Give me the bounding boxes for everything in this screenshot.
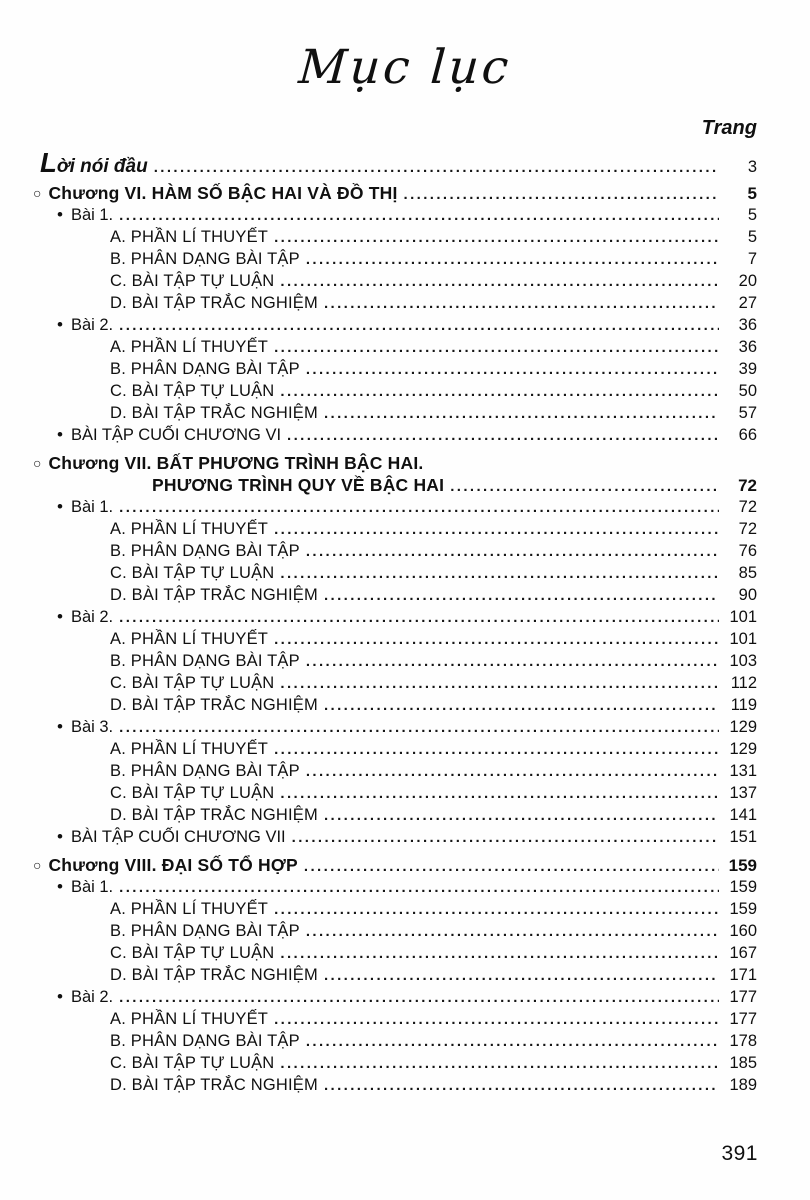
toc-entry-label: A. PHẦN LÍ THUYẾT: [110, 739, 269, 758]
toc-entry-page: 129: [729, 739, 757, 758]
toc-entry-page: 50: [738, 381, 757, 400]
toc-entry-label: D. BÀI TẬP TRẮC NGHIỆM: [110, 695, 318, 714]
toc-entry: [0, 782, 757, 804]
toc-entry-page: 85: [738, 563, 757, 582]
toc-entry-page: 101: [729, 607, 757, 626]
dot-leader: [280, 381, 719, 403]
dot-leader: [119, 315, 719, 337]
toc-entry-page: 5: [747, 227, 757, 246]
dot-leader: [274, 519, 719, 541]
dot-bullet-icon: •: [57, 496, 63, 516]
toc-entry-label: Chương VII. BẤT PHƯƠNG TRÌNH BẬC HAI.: [48, 452, 424, 473]
dot-leader: [280, 271, 719, 293]
toc-entry: [0, 402, 757, 424]
toc-entry: [0, 986, 757, 1008]
toc-entry: [0, 146, 757, 178]
dot-leader: [304, 856, 719, 878]
toc-entry-page: 103: [729, 651, 757, 670]
dot-bullet-icon: •: [57, 606, 63, 626]
toc-entry-page: 151: [729, 827, 757, 846]
toc-entry: [0, 182, 757, 204]
dot-leader: [274, 899, 719, 921]
dot-bullet-icon: •: [57, 314, 63, 334]
toc-entry-page: 36: [738, 337, 757, 356]
toc-entry: [0, 270, 757, 292]
toc-entry-label: Bài 3.: [70, 717, 114, 736]
toc-entry-page: 189: [729, 1075, 757, 1094]
toc-entry-label: A. PHẦN LÍ THUYẾT: [110, 337, 269, 356]
toc-entry: [0, 540, 757, 562]
dot-leader: [324, 805, 719, 827]
toc-entry: [0, 920, 757, 942]
toc-list: [0, 146, 810, 1096]
dot-leader: [280, 1053, 719, 1075]
toc-entry-page: 112: [730, 673, 757, 692]
toc-entry-label: Bài 1.: [70, 877, 114, 896]
dot-leader: [287, 425, 719, 447]
page-title: Mục lục: [296, 40, 514, 95]
toc-entry: [0, 898, 757, 920]
dot-leader: [324, 585, 719, 607]
dot-leader: [280, 783, 719, 805]
dot-leader: [324, 695, 719, 717]
toc-entry-page: 36: [738, 315, 757, 334]
toc-entry-page: 159: [728, 855, 757, 875]
toc-entry-label: A. PHẦN LÍ THUYẾT: [110, 519, 269, 538]
toc-entry-label: Lời nói đầu: [40, 146, 148, 178]
dot-bullet-icon: •: [57, 716, 63, 736]
toc-entry-label: C. BÀI TẬP TỰ LUẬN: [110, 563, 275, 582]
toc-entry-page: 159: [729, 899, 757, 918]
dot-bullet-icon: •: [57, 424, 63, 444]
dot-leader: [274, 739, 719, 761]
toc-entry-label: D. BÀI TẬP TRẮC NGHIỆM: [110, 293, 318, 312]
toc-entry-page: 76: [738, 541, 757, 560]
dot-leader: [280, 943, 719, 965]
toc-entry: [0, 826, 757, 848]
footer-page-number: 391: [721, 1142, 758, 1165]
circle-bullet-icon: ○: [33, 454, 42, 471]
toc-entry-label: D. BÀI TẬP TRẮC NGHIỆM: [110, 585, 318, 604]
toc-entry: [0, 474, 757, 496]
dot-leader: [306, 249, 719, 271]
dot-leader: [119, 607, 719, 629]
toc-entry-label: D. BÀI TẬP TRẮC NGHIỆM: [110, 965, 318, 984]
toc-entry: [0, 584, 757, 606]
toc-entry-label: Bài 2.: [70, 607, 114, 626]
toc-entry: [0, 518, 757, 540]
toc-entry-page: 141: [729, 805, 757, 824]
toc-entry-label: PHƯƠNG TRÌNH QUY VỀ BẬC HAI: [152, 474, 445, 495]
dot-leader: [306, 921, 719, 943]
dot-leader: [274, 337, 719, 359]
toc-entry-label: C. BÀI TẬP TỰ LUẬN: [110, 943, 275, 962]
toc-entry: [0, 694, 757, 716]
dot-leader: [450, 476, 719, 498]
toc-entry-label: C. BÀI TẬP TỰ LUẬN: [110, 783, 275, 802]
toc-entry: [0, 1008, 757, 1030]
toc-entry-label: A. PHẦN LÍ THUYẾT: [110, 1009, 269, 1028]
toc-entry-page: 57: [738, 403, 757, 422]
toc-entry-label: C. BÀI TẬP TỰ LUẬN: [110, 673, 275, 692]
dot-leader: [274, 1009, 719, 1031]
dot-leader: [324, 965, 719, 987]
page-column-header: Trang: [701, 116, 757, 139]
dot-bullet-icon: •: [57, 204, 63, 224]
dot-leader: [306, 359, 719, 381]
toc-entry: [0, 204, 757, 226]
toc-entry-page: 5: [747, 183, 757, 203]
toc-entry-label: D. BÀI TẬP TRẮC NGHIỆM: [110, 403, 318, 422]
dot-leader: [280, 563, 719, 585]
toc-entry: [0, 1030, 757, 1052]
toc-entry-label: B. PHÂN DẠNG BÀI TẬP: [110, 541, 300, 560]
toc-entry-page: 177: [729, 1009, 757, 1028]
toc-entry-label: A. PHẦN LÍ THUYẾT: [110, 227, 269, 246]
dot-leader: [119, 497, 719, 519]
toc-entry-page: 178: [729, 1031, 757, 1050]
toc-entry: [0, 248, 757, 270]
toc-entry: [0, 380, 757, 402]
toc-entry-page: 171: [729, 965, 757, 984]
dot-bullet-icon: •: [57, 826, 63, 846]
toc-entry-page: 66: [738, 425, 757, 444]
dot-leader: [274, 629, 719, 651]
toc-entry: [0, 716, 757, 738]
toc-entry-label: Chương VI. HÀM SỐ BẬC HAI VÀ ĐỒ THỊ: [48, 182, 398, 203]
toc-entry-label: BÀI TẬP CUỐI CHƯƠNG VII: [70, 827, 286, 846]
toc-entry: [0, 1074, 757, 1096]
toc-entry-page: 177: [729, 987, 757, 1006]
toc-entry-page: 131: [729, 761, 757, 780]
toc-entry: [0, 876, 757, 898]
toc-entry-page: 7: [747, 249, 757, 268]
toc-entry-label: B. PHÂN DẠNG BÀI TẬP: [110, 651, 300, 670]
toc-entry: [0, 496, 757, 518]
toc-entry-page: 185: [729, 1053, 757, 1072]
toc-entry: [0, 336, 757, 358]
toc-entry: [0, 760, 757, 782]
toc-entry: [0, 672, 757, 694]
toc-entry-page: 90: [738, 585, 757, 604]
toc-entry-label: B. PHÂN DẠNG BÀI TẬP: [110, 761, 300, 780]
toc-entry: [0, 562, 757, 584]
dot-leader: [119, 717, 719, 739]
circle-bullet-icon: ○: [33, 856, 42, 873]
toc-entry-page: 5: [747, 205, 757, 224]
toc-entry-label: Bài 1.: [70, 497, 114, 516]
toc-entry-page: 129: [729, 717, 757, 736]
toc-entry: [0, 1052, 757, 1074]
toc-entry: [0, 226, 757, 248]
dot-leader: [324, 293, 719, 315]
toc-entry-page: 137: [729, 783, 757, 802]
dot-leader: [324, 403, 719, 425]
toc-entry: [0, 942, 757, 964]
toc-entry: [0, 424, 757, 446]
toc-entry-label: A. PHẦN LÍ THUYẾT: [110, 899, 269, 918]
toc-entry: [0, 804, 757, 826]
toc-entry: [0, 650, 757, 672]
toc-entry-page: 160: [729, 921, 757, 940]
toc-entry-label: D. BÀI TẬP TRẮC NGHIỆM: [110, 805, 318, 824]
toc-entry: [0, 738, 757, 760]
toc-entry-label: B. PHÂN DẠNG BÀI TẬP: [110, 359, 300, 378]
toc-entry: [0, 314, 757, 336]
dot-leader: [324, 1075, 719, 1097]
circle-bullet-icon: ○: [33, 184, 42, 201]
toc-entry: [0, 292, 757, 314]
toc-entry-label: Chương VIII. ĐẠI SỐ TỔ HỢP: [48, 854, 298, 875]
toc-entry-page: 167: [729, 943, 757, 962]
toc-entry: [0, 854, 757, 876]
dot-bullet-icon: •: [57, 986, 63, 1006]
toc-entry-label: B. PHÂN DẠNG BÀI TẬP: [110, 1031, 300, 1050]
toc-entry-label: B. PHÂN DẠNG BÀI TẬP: [110, 921, 300, 940]
toc-entry-label: Bài 2.: [70, 987, 114, 1006]
toc-entry-page: 72: [738, 475, 757, 495]
toc-entry-label: C. BÀI TẬP TỰ LUẬN: [110, 1053, 275, 1072]
toc-entry-label: Bài 2.: [70, 315, 114, 334]
dot-leader: [306, 761, 719, 783]
toc-entry-page: 72: [738, 497, 757, 516]
dot-leader: [306, 1031, 719, 1053]
toc-entry: [0, 628, 757, 650]
toc-entry-label: C. BÀI TẬP TỰ LUẬN: [110, 381, 275, 400]
toc-entry-label: BÀI TẬP CUỐI CHƯƠNG VI: [70, 425, 282, 444]
toc-entry-page: 101: [729, 629, 757, 648]
toc-entry: [0, 452, 757, 474]
dot-leader: [292, 827, 719, 849]
dot-leader: [119, 877, 719, 899]
dot-leader: [119, 987, 719, 1009]
toc-entry-label: B. PHÂN DẠNG BÀI TẬP: [110, 249, 300, 268]
dot-leader: [274, 227, 719, 249]
toc-entry-page: 72: [738, 519, 757, 538]
toc-entry: [0, 358, 757, 380]
toc-entry-page: 39: [738, 359, 757, 378]
dot-leader: [154, 154, 719, 181]
dot-leader: [306, 651, 719, 673]
dot-leader: [404, 184, 719, 206]
toc-entry-page: 119: [730, 695, 757, 714]
dot-leader: [280, 673, 719, 695]
toc-entry-page: 27: [738, 293, 757, 312]
toc-entry-label: A. PHẦN LÍ THUYẾT: [110, 629, 269, 648]
toc-entry-label: D. BÀI TẬP TRẮC NGHIỆM: [110, 1075, 318, 1094]
dot-bullet-icon: •: [57, 876, 63, 896]
toc-entry-label: C. BÀI TẬP TỰ LUẬN: [110, 271, 275, 290]
toc-entry-page: 20: [738, 271, 757, 290]
toc-entry-label: Bài 1.: [70, 205, 114, 224]
dot-leader: [119, 205, 719, 227]
toc-entry: [0, 964, 757, 986]
dot-leader: [306, 541, 719, 563]
toc-entry-page: 159: [729, 877, 757, 896]
toc-entry-page: 3: [747, 157, 757, 176]
toc-entry: [0, 606, 757, 628]
